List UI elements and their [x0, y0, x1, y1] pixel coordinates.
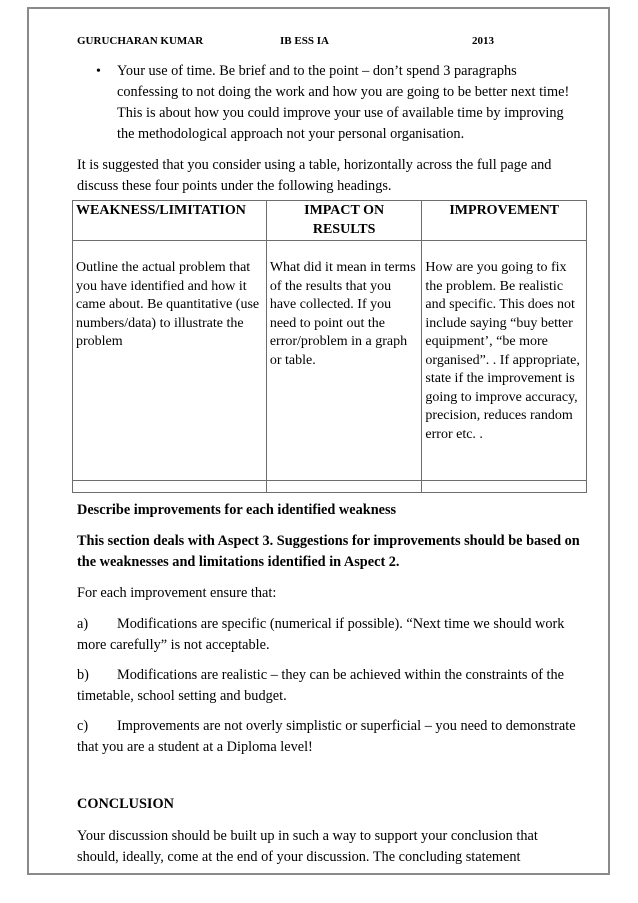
improvement-item-c [77, 716, 582, 758]
cell-weakness: Outline the actual problem that you have identified and how it came about. Be quantitative (use numbers/data) to illustrate the problem [73, 241, 267, 481]
item-text: Modifications are specific (numerical if possible). “Next time we should work more carefully” is not acceptable. [77, 616, 565, 653]
improvements-lead: For each improvement ensure that: [77, 585, 277, 601]
header-author: GURUCHARAN KUMAR [77, 35, 204, 47]
improvements-heading: Describe improvements for each identified weakness [77, 502, 397, 518]
item-label: b) [77, 667, 89, 683]
empty-cell [422, 481, 587, 493]
header-weakness: WEAKNESS/LIMITATION [73, 201, 267, 241]
item-text: Modifications are realistic – they can be achieved within the constraints of the timetable, school setting and budget. [77, 667, 565, 704]
improvement-item-a [77, 614, 582, 656]
conclusion-text: Your discussion should be built up in such a way to support your conclusion that should, ideally, come at the end of your discussion. The concluding statement [77, 828, 538, 865]
bullet-icon: • [96, 64, 101, 79]
table-row [73, 241, 587, 481]
intro-paragraph: It is suggested that you consider using a table, horizontally across the full page and discuss these four points under the following headings. [77, 157, 552, 194]
empty-cell [266, 481, 422, 493]
header-year: 2013 [472, 35, 494, 47]
empty-cell [73, 481, 267, 493]
item-label: a) [77, 616, 89, 632]
page-header [77, 33, 587, 49]
header-impact [266, 201, 422, 241]
improvement-item-b [77, 665, 582, 707]
conclusion-heading: CONCLUSION [77, 796, 174, 812]
header-improvement: IMPROVEMENT [422, 201, 587, 241]
item-label: c) [77, 718, 89, 734]
bullet-text: Your use of time. Be brief and to the point – don’t spend 3 paragraphs confessing to not doing the work and how you are going to be better next time! This is about how you could improve your use of available time by improving the methodological approach not your personal organisation. [117, 63, 570, 142]
aspect-note: This section deals with Aspect 3. Suggestions for improvements should be based on the weaknesses and limitations identified in Aspect 2. [77, 533, 580, 570]
cell-impact: What did it mean in terms of the results that you have collected. If you need to point out the error/problem in a graph or table. [266, 241, 422, 481]
evaluation-table [72, 200, 587, 493]
header-course: IB ESS IA [280, 35, 329, 47]
header-impact-label: IMPACT ON RESULTS [304, 203, 385, 237]
cell-improvement: How are you going to fix the problem. Be realistic and specific. This does not include saying “buy better equipment’, “be more organised”. . If appropriate, state if the improvement is going to improve accuracy, precision, reduces random error etc. . [422, 241, 587, 481]
item-text: Improvements are not overly simplistic or superficial – you need to demonstrate that you are a student at a Diploma level! [77, 718, 576, 755]
table-row-empty [73, 481, 587, 493]
table-header-row [73, 201, 587, 241]
bullet-item [77, 61, 577, 145]
